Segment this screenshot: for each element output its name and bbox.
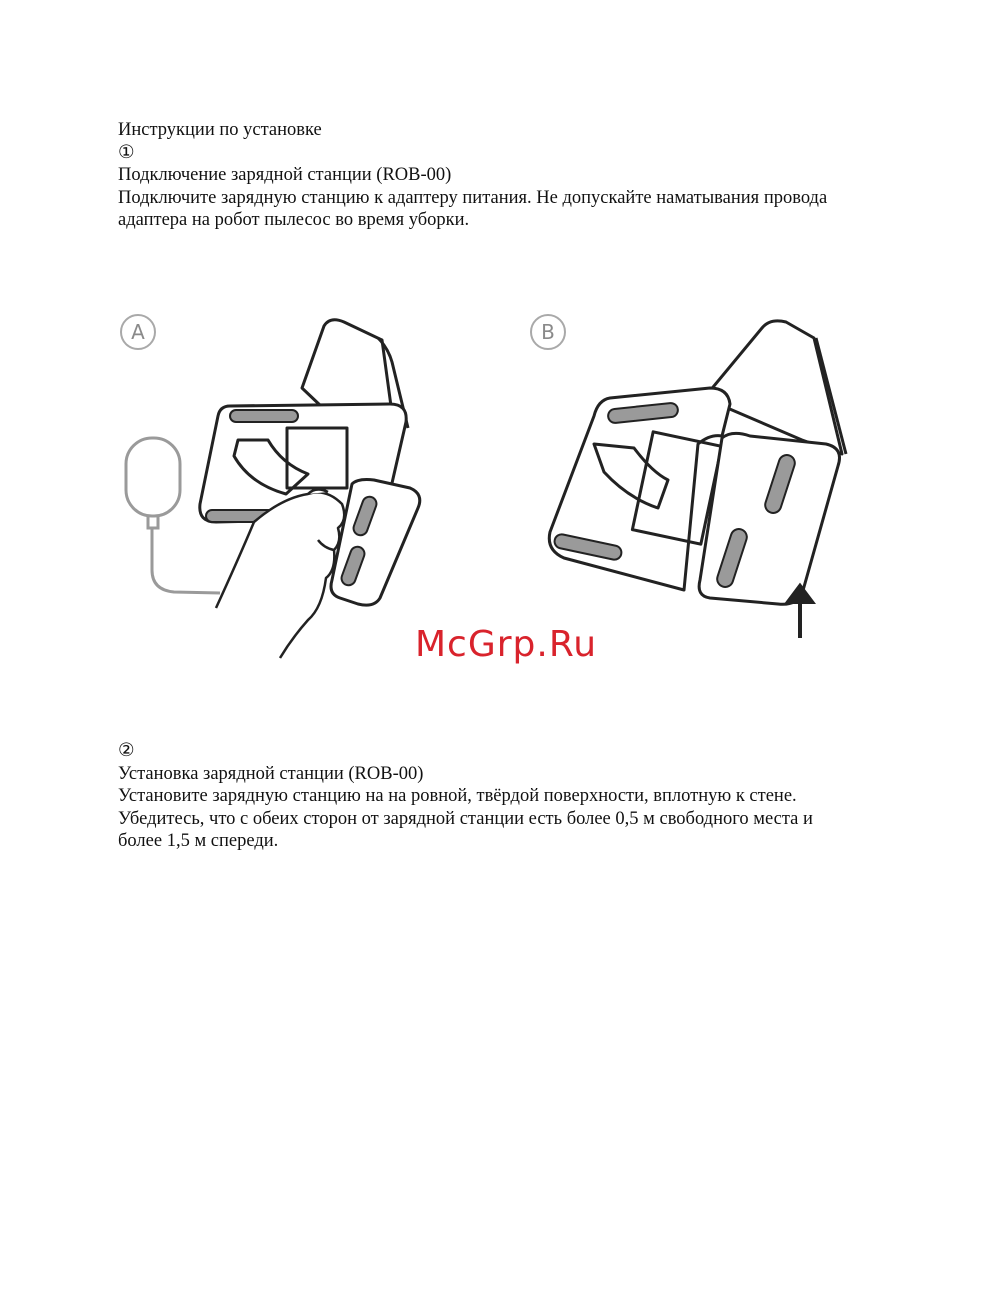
step-1-text-line-2: адаптера на робот пылесос во время уборки. [118,210,470,230]
document-title: Инструкции по установке [118,120,322,140]
charging-station-icon [549,321,846,604]
figure-b-label: B [541,320,555,344]
step-2-text-line-1: Установите зарядную станцию на на ровной, твёрдой поверхности, вплотную к стене. [118,786,797,806]
step-2-heading: Установка зарядной станции (ROB-00) [118,763,424,784]
watermark-logo: McGrp.Ru [414,624,598,665]
section-install [118,740,813,853]
step-1-heading: Подключение зарядной станции (ROB-00) [118,165,452,185]
step-1-text-line-1: Подключите зарядную станцию к адаптеру питания. Не допускайте наматывания провода [118,187,828,208]
figure-b-illustration [524,308,854,648]
figure-a-illustration [112,308,442,668]
step-2-text-line-3: более 1,5 м спереди. [118,831,279,851]
step-1-marker: ① [118,142,135,163]
step-2-marker: ② [118,741,135,761]
step-2-text-line-2: Убедитесь, что с обеих сторон от зарядной станции есть более 0,5 м свободного места и [118,808,813,829]
figure-a-label: A [131,320,145,344]
section-connect [118,119,827,232]
